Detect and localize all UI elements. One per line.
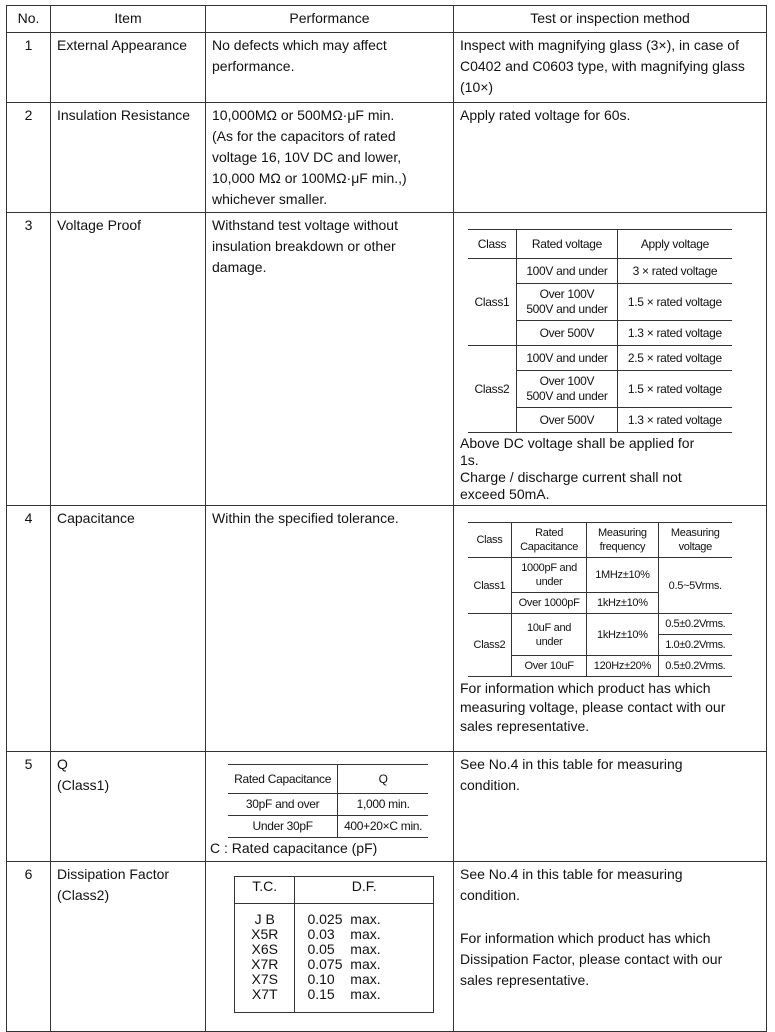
table-row <box>7 862 767 1032</box>
row-no: 6 <box>7 862 51 1032</box>
row-no: 5 <box>7 752 51 862</box>
df-method: See No.4 in this table for measuring condition. <box>460 866 683 903</box>
cap-freq: 1kHz±10% <box>587 614 658 656</box>
cap-rated: 1000pF and under <box>511 558 586 593</box>
vp-rated: Over 100V 500V and under <box>517 371 618 408</box>
row-item: Insulation Resistance <box>51 103 206 213</box>
cap-freq: 1kHz±10% <box>587 593 658 614</box>
header-method: Test or inspection method <box>454 6 767 33</box>
cap-header-freq: Measuring frequency <box>587 523 658 558</box>
vp-apply: 3 × rated voltage <box>617 259 732 284</box>
capacitance-table <box>468 522 732 677</box>
cap-volt: 1.0±0.2Vrms. <box>658 635 732 656</box>
row-no: 1 <box>7 33 51 103</box>
cap-class2: Class2 <box>468 614 511 677</box>
row-item: Q (Class1) <box>51 752 206 862</box>
row-item: Capacitance <box>51 506 206 752</box>
row-performance: Within the specified tolerance. <box>206 506 454 752</box>
cap-class1: Class1 <box>468 558 511 614</box>
vp-rated: Over 100V 500V and under <box>517 284 618 321</box>
row-method <box>454 213 767 506</box>
cap-header-volt: Measuring voltage <box>658 523 732 558</box>
df-value-list: 0.025 max. 0.03 max. 0.05 max. 0.075 max. 0.10 max. 0.15 max. <box>295 904 434 1013</box>
table-row <box>7 506 767 752</box>
row-performance: No defects which may affect performance. <box>206 33 454 103</box>
voltage-proof-table <box>468 229 732 433</box>
q-table <box>228 764 428 838</box>
vp-apply: 1.3 × rated voltage <box>617 321 732 346</box>
row-item: External Appearance <box>51 33 206 103</box>
vp-rated: Over 500V <box>517 408 618 433</box>
row-no: 2 <box>7 103 51 213</box>
vp-class2: Class2 <box>468 346 517 433</box>
row-no: 3 <box>7 213 51 506</box>
q-header-q: Q <box>338 765 428 794</box>
cap-volt: 0.5~5Vrms. <box>658 558 732 614</box>
cap-freq: 1MHz±10% <box>587 558 658 593</box>
row-performance: Withstand test voltage without insulation breakdown or other damage. <box>206 213 454 506</box>
cap-volt: 0.5±0.2Vrms. <box>658 614 732 635</box>
table-row <box>7 33 767 103</box>
df-tc-list: J B X5R X6S X7R X7S X7T <box>235 904 295 1013</box>
df-header-df: D.F. <box>295 877 434 904</box>
q-note: C : Rated capacitance (pF) <box>210 840 378 856</box>
df-method-note: For information which product has which Dissipation Factor, please contact with our sales representative. <box>460 930 723 988</box>
cap-freq: 120Hz±20% <box>587 656 658 677</box>
row-performance <box>206 752 454 862</box>
q-value: 400+20×C min. <box>338 816 428 838</box>
row-method <box>454 506 767 752</box>
df-header-tc: T.C. <box>235 877 295 904</box>
vp-header-rated: Rated voltage <box>517 230 618 259</box>
q-cap: Under 30pF <box>228 816 338 838</box>
cap-rated: Over 10uF <box>511 656 586 677</box>
row-item: Dissipation Factor (Class2) <box>51 862 206 1032</box>
vp-note: Above DC voltage shall be applied for 1s. Charge / discharge current shall not exceed 50mA. <box>460 435 695 502</box>
row-no: 4 <box>7 506 51 752</box>
q-cap: 30pF and over <box>228 794 338 816</box>
vp-apply: 1.5 × rated voltage <box>617 371 732 408</box>
specification-table <box>6 5 767 1032</box>
cap-header-rated: Rated Capacitance <box>511 523 586 558</box>
vp-header-class: Class <box>468 230 517 259</box>
header-item: Item <box>51 6 206 33</box>
vp-header-apply: Apply voltage <box>617 230 732 259</box>
cap-rated: Over 1000pF <box>511 593 586 614</box>
cap-note: For information which product has which measuring voltage, please contact with our sales representative. <box>460 680 726 734</box>
row-item: Voltage Proof <box>51 213 206 506</box>
row-method <box>454 862 767 1032</box>
vp-apply: 2.5 × rated voltage <box>617 346 732 371</box>
cap-rated: 10uF and under <box>511 614 586 656</box>
row-method: See No.4 in this table for measuring condition. <box>454 752 767 862</box>
vp-rated: Over 500V <box>517 321 618 346</box>
vp-rated: 100V and under <box>517 259 618 284</box>
row-performance <box>206 862 454 1032</box>
row-method: Apply rated voltage for 60s. <box>454 103 767 213</box>
vp-apply: 1.3 × rated voltage <box>617 408 732 433</box>
q-header-cap: Rated Capacitance <box>228 765 338 794</box>
table-row <box>7 213 767 506</box>
header-no: No. <box>7 6 51 33</box>
table-row <box>7 752 767 862</box>
table-row <box>7 103 767 213</box>
row-method: Inspect with magnifying glass (3×), in case of C0402 and C0603 type, with magnifying glass (10×) <box>454 33 767 103</box>
vp-rated: 100V and under <box>517 346 618 371</box>
vp-apply: 1.5 × rated voltage <box>617 284 732 321</box>
row-performance: 10,000MΩ or 500MΩ·μF min. (As for the capacitors of rated voltage 16, 10V DC and lower, 10,000 MΩ or 100MΩ·μF min.,) whichever smaller. <box>206 103 454 213</box>
q-value: 1,000 min. <box>338 794 428 816</box>
df-table <box>234 876 434 1013</box>
cap-volt: 0.5±0.2Vrms. <box>658 656 732 677</box>
header-performance: Performance <box>206 6 454 33</box>
header-row <box>7 6 767 33</box>
cap-header-class: Class <box>468 523 511 558</box>
vp-class1: Class1 <box>468 259 517 346</box>
